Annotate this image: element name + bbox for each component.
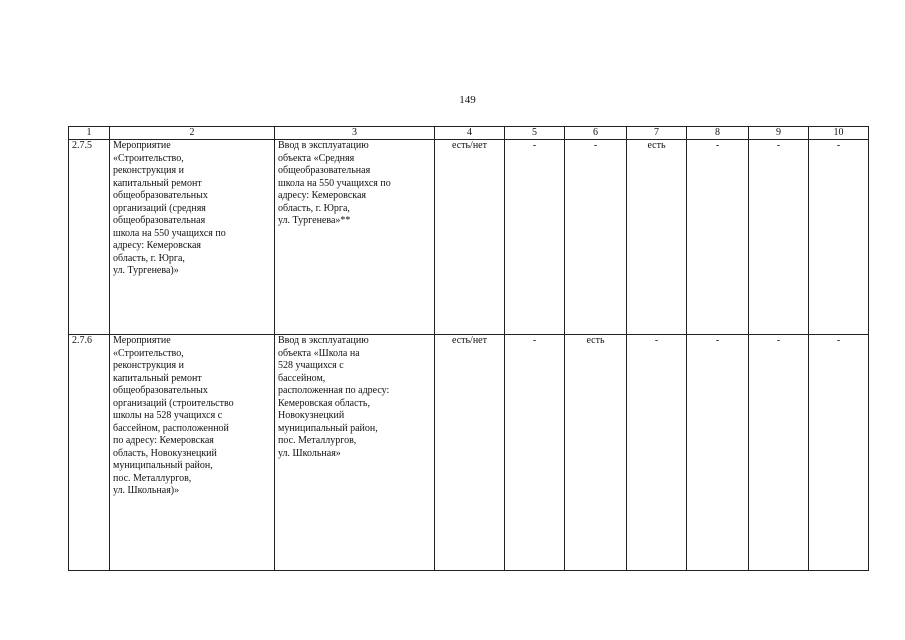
header-row (69, 127, 869, 140)
value-cell: есть (627, 140, 687, 335)
header-cell-8: 8 (687, 127, 749, 140)
value-cell: - (565, 140, 627, 335)
indicator-name: Ввод в эксплуатацию объекта «Школа на 528 учащихся с бассейном, расположенная по адресу: Кемеровская область, Новокузнецкий муниципальный район, пос. Металлургов, ул. Школьная» (275, 335, 435, 571)
row-number: 2.7.5 (69, 140, 110, 335)
value-cell: - (809, 335, 869, 571)
value-cell: есть (565, 335, 627, 571)
page-number: 149 (459, 94, 476, 106)
unit-cell: есть/нет (435, 140, 505, 335)
value-cell: - (687, 335, 749, 571)
header-cell-4: 4 (435, 127, 505, 140)
event-name: Мероприятие «Строительство, реконструкция и капитальный ремонт общеобразовательных организаций (строительство школы на 528 учащихся с бассейном, расположенной по адресу: Кемеровская область, Новокузнецкий муниципальный район, пос. Металлургов, ул. Школьная)» (110, 335, 275, 571)
header-cell-5: 5 (505, 127, 565, 140)
header-cell-9: 9 (749, 127, 809, 140)
value-cell: - (505, 140, 565, 335)
value-cell: - (687, 140, 749, 335)
header-cell-6: 6 (565, 127, 627, 140)
table-row (69, 335, 869, 571)
unit-cell: есть/нет (435, 335, 505, 571)
header-cell-3: 3 (275, 127, 435, 140)
value-cell: - (749, 335, 809, 571)
header-cell-7: 7 (627, 127, 687, 140)
header-cell-2: 2 (110, 127, 275, 140)
value-cell: - (627, 335, 687, 571)
indicator-name: Ввод в эксплуатацию объекта «Средняя общеобразовательная школа на 550 учащихся по адресу: Кемеровская область, г. Юрга, ул. Тургенева»** (275, 140, 435, 335)
value-cell: - (809, 140, 869, 335)
header-cell-10: 10 (809, 127, 869, 140)
event-name: Мероприятие «Строительство, реконструкция и капитальный ремонт общеобразовательных организаций (средняя общеобразовательная школа на 550 учащихся по адресу: Кемеровская область, г. Юрга, ул. Тургенева)» (110, 140, 275, 335)
header-cell-1: 1 (69, 127, 110, 140)
table-row (69, 140, 869, 335)
value-cell: - (749, 140, 809, 335)
indicators-table (68, 126, 869, 571)
row-number: 2.7.6 (69, 335, 110, 571)
value-cell: - (505, 335, 565, 571)
